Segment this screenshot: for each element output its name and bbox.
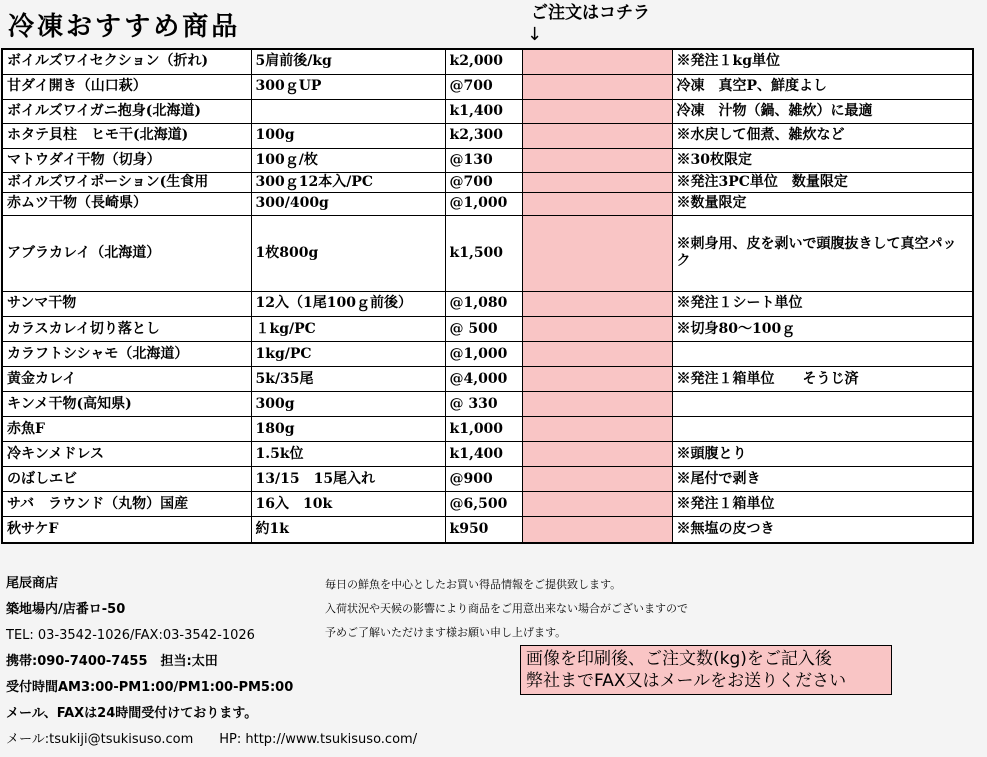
- shop-tel-fax: TEL: 03-3542-1026/FAX:03-3542-1026: [6, 628, 255, 643]
- table-row: [2, 342, 973, 367]
- product-name: ボイルズワイセクション（折れ): [2, 49, 251, 74]
- product-spec: 300ｇ12本入/PC: [251, 172, 445, 192]
- product-note: ※発注１箱単位: [672, 492, 973, 517]
- product-price: @700: [445, 172, 522, 192]
- product-spec: 5肩前後/kg: [251, 49, 445, 74]
- shop-messages: [325, 573, 688, 645]
- product-price: k2,000: [445, 49, 522, 74]
- message-line-3: 予めご了解いただけます様お願い申し上げます。: [325, 626, 567, 639]
- order-quantity-cell[interactable]: [522, 74, 672, 99]
- order-hint: ご注文はコチラ: [531, 3, 650, 23]
- product-name: キンメ干物(高知県): [2, 392, 251, 417]
- product-spec: 約1k: [251, 517, 445, 543]
- table-row: [2, 148, 973, 172]
- product-spec: 16入 10k: [251, 492, 445, 517]
- product-note: ※数量限定: [672, 192, 973, 215]
- page-title: 冷凍おすすめ商品: [8, 12, 241, 42]
- product-name: のばしエビ: [2, 467, 251, 492]
- product-spec: 300ｇUP: [251, 74, 445, 99]
- order-quantity-cell[interactable]: [522, 467, 672, 492]
- product-note: ※刺身用、皮を剥いで頭腹抜きして真空パック: [672, 215, 973, 291]
- product-name: ボイルズワイポーション(生食用: [2, 172, 251, 192]
- product-note: ※30枚限定: [672, 148, 973, 172]
- product-note: 冷凍 真空P、鮮度よし: [672, 74, 973, 99]
- product-price: @900: [445, 467, 522, 492]
- order-quantity-cell[interactable]: [522, 291, 672, 316]
- order-quantity-cell[interactable]: [522, 99, 672, 123]
- product-price: k1,500: [445, 215, 522, 291]
- product-price: k2,300: [445, 123, 522, 148]
- table-row: [2, 417, 973, 442]
- down-arrow-icon: ↓: [527, 24, 543, 45]
- order-quantity-cell[interactable]: [522, 367, 672, 392]
- order-quantity-cell[interactable]: [522, 417, 672, 442]
- table-row: [2, 367, 973, 392]
- product-name: 甘ダイ開き（山口萩）: [2, 74, 251, 99]
- product-spec: 1枚800g: [251, 215, 445, 291]
- order-quantity-cell[interactable]: [522, 517, 672, 543]
- order-quantity-cell[interactable]: [522, 49, 672, 74]
- shop-mobile: 携帯:090-7400-7455 担当:太田: [6, 654, 218, 669]
- product-price: @ 330: [445, 392, 522, 417]
- product-price: @130: [445, 148, 522, 172]
- product-name: カラフトシシャモ（北海道）: [2, 342, 251, 367]
- product-spec: １kg/PC: [251, 316, 445, 341]
- order-quantity-cell[interactable]: [522, 442, 672, 467]
- table-row: [2, 215, 973, 291]
- product-name: マトウダイ干物（切身）: [2, 148, 251, 172]
- table-row: [2, 172, 973, 192]
- table-row: [2, 49, 973, 74]
- product-note: ※切身80～100ｇ: [672, 316, 973, 341]
- product-price: k1,400: [445, 442, 522, 467]
- product-spec: 180g: [251, 417, 445, 442]
- product-price: @1,080: [445, 291, 522, 316]
- product-spec: 300g: [251, 392, 445, 417]
- order-quantity-cell[interactable]: [522, 148, 672, 172]
- product-note: ※水戻して佃煮、雑炊など: [672, 123, 973, 148]
- table-row: [2, 492, 973, 517]
- product-name: サンマ干物: [2, 291, 251, 316]
- product-price: @4,000: [445, 367, 522, 392]
- product-price: @6,500: [445, 492, 522, 517]
- product-note: ※頭腹とり: [672, 442, 973, 467]
- table-row: [2, 192, 973, 215]
- product-name: 秋サケF: [2, 517, 251, 543]
- shop-hours: 受付時間AM3:00-PM1:00/PM1:00-PM5:00: [6, 680, 294, 695]
- product-name: サバ ラウンド（丸物）国産: [2, 492, 251, 517]
- product-spec: 1kg/PC: [251, 342, 445, 367]
- product-price: k1,000: [445, 417, 522, 442]
- product-name: 赤魚F: [2, 417, 251, 442]
- product-name: カラスカレイ切り落とし: [2, 316, 251, 341]
- table-row: [2, 123, 973, 148]
- product-name: ボイルズワイガニ抱身(北海道): [2, 99, 251, 123]
- message-line-2: 入荷状況や天候の影響により商品をご用意出来ない場合がございますので: [325, 602, 688, 615]
- notice-line-1: 画像を印刷後、ご注文数(kg)をご記入後: [526, 649, 832, 669]
- product-spec: 1.5k位: [251, 442, 445, 467]
- order-quantity-cell[interactable]: [522, 342, 672, 367]
- table-row: [2, 74, 973, 99]
- order-quantity-cell[interactable]: [522, 316, 672, 341]
- product-name: 冷キンメドレス: [2, 442, 251, 467]
- product-price: @ 500: [445, 316, 522, 341]
- product-note: ※発注3PC単位 数量限定: [672, 172, 973, 192]
- product-spec: 12入（1尾100ｇ前後）: [251, 291, 445, 316]
- product-note: ※尾付で剥き: [672, 467, 973, 492]
- product-price: @700: [445, 74, 522, 99]
- table-row: [2, 291, 973, 316]
- product-price: k1,400: [445, 99, 522, 123]
- product-note: [672, 342, 973, 367]
- shop-contact: メール:tsukiji@tsukisuso.com HP: http://www.tsukisuso.com/: [6, 732, 418, 747]
- product-spec: [251, 99, 445, 123]
- table-row: [2, 517, 973, 543]
- product-spec: 100g: [251, 123, 445, 148]
- table-row: [2, 442, 973, 467]
- order-quantity-cell[interactable]: [522, 215, 672, 291]
- product-note: ※発注１シート単位: [672, 291, 973, 316]
- order-quantity-cell[interactable]: [522, 192, 672, 215]
- product-spec: 13/15 15尾入れ: [251, 467, 445, 492]
- product-spec: 100ｇ/枚: [251, 148, 445, 172]
- order-quantity-cell[interactable]: [522, 123, 672, 148]
- product-name: 赤ムツ干物（長崎県）: [2, 192, 251, 215]
- product-note: ※無塩の皮つき: [672, 517, 973, 543]
- product-price: k950: [445, 517, 522, 543]
- product-note: 冷凍 汁物（鍋、雑炊）に最適: [672, 99, 973, 123]
- product-name: アブラカレイ（北海道）: [2, 215, 251, 291]
- product-table: [1, 48, 974, 544]
- table-row: [2, 99, 973, 123]
- notice-line-2: 弊社までFAX又はメールをお送りください: [526, 671, 847, 691]
- order-quantity-cell[interactable]: [522, 392, 672, 417]
- product-price: @1,000: [445, 342, 522, 367]
- product-note: [672, 417, 973, 442]
- product-spec: 5k/35尾: [251, 367, 445, 392]
- shop-name: 尾辰商店: [6, 576, 59, 591]
- table-row: [2, 316, 973, 341]
- order-quantity-cell[interactable]: [522, 492, 672, 517]
- order-notice: [520, 645, 892, 695]
- product-name: ホタテ貝柱 ヒモ干(北海道): [2, 123, 251, 148]
- table-row: [2, 392, 973, 417]
- product-spec: 300/400g: [251, 192, 445, 215]
- product-note: [672, 392, 973, 417]
- message-line-1: 毎日の鮮魚を中心としたお買い得品情報をご提供致します。: [325, 578, 622, 591]
- shop-address: 築地場内/店番ロ-50: [6, 602, 126, 617]
- product-price: @1,000: [445, 192, 522, 215]
- product-note: ※発注１kg単位: [672, 49, 973, 74]
- product-note: ※発注１箱単位 そうじ済: [672, 367, 973, 392]
- table-row: [2, 467, 973, 492]
- product-name: 黄金カレイ: [2, 367, 251, 392]
- order-quantity-cell[interactable]: [522, 172, 672, 192]
- shop-fax-note: メール、FAXは24時間受付けております。: [6, 706, 258, 721]
